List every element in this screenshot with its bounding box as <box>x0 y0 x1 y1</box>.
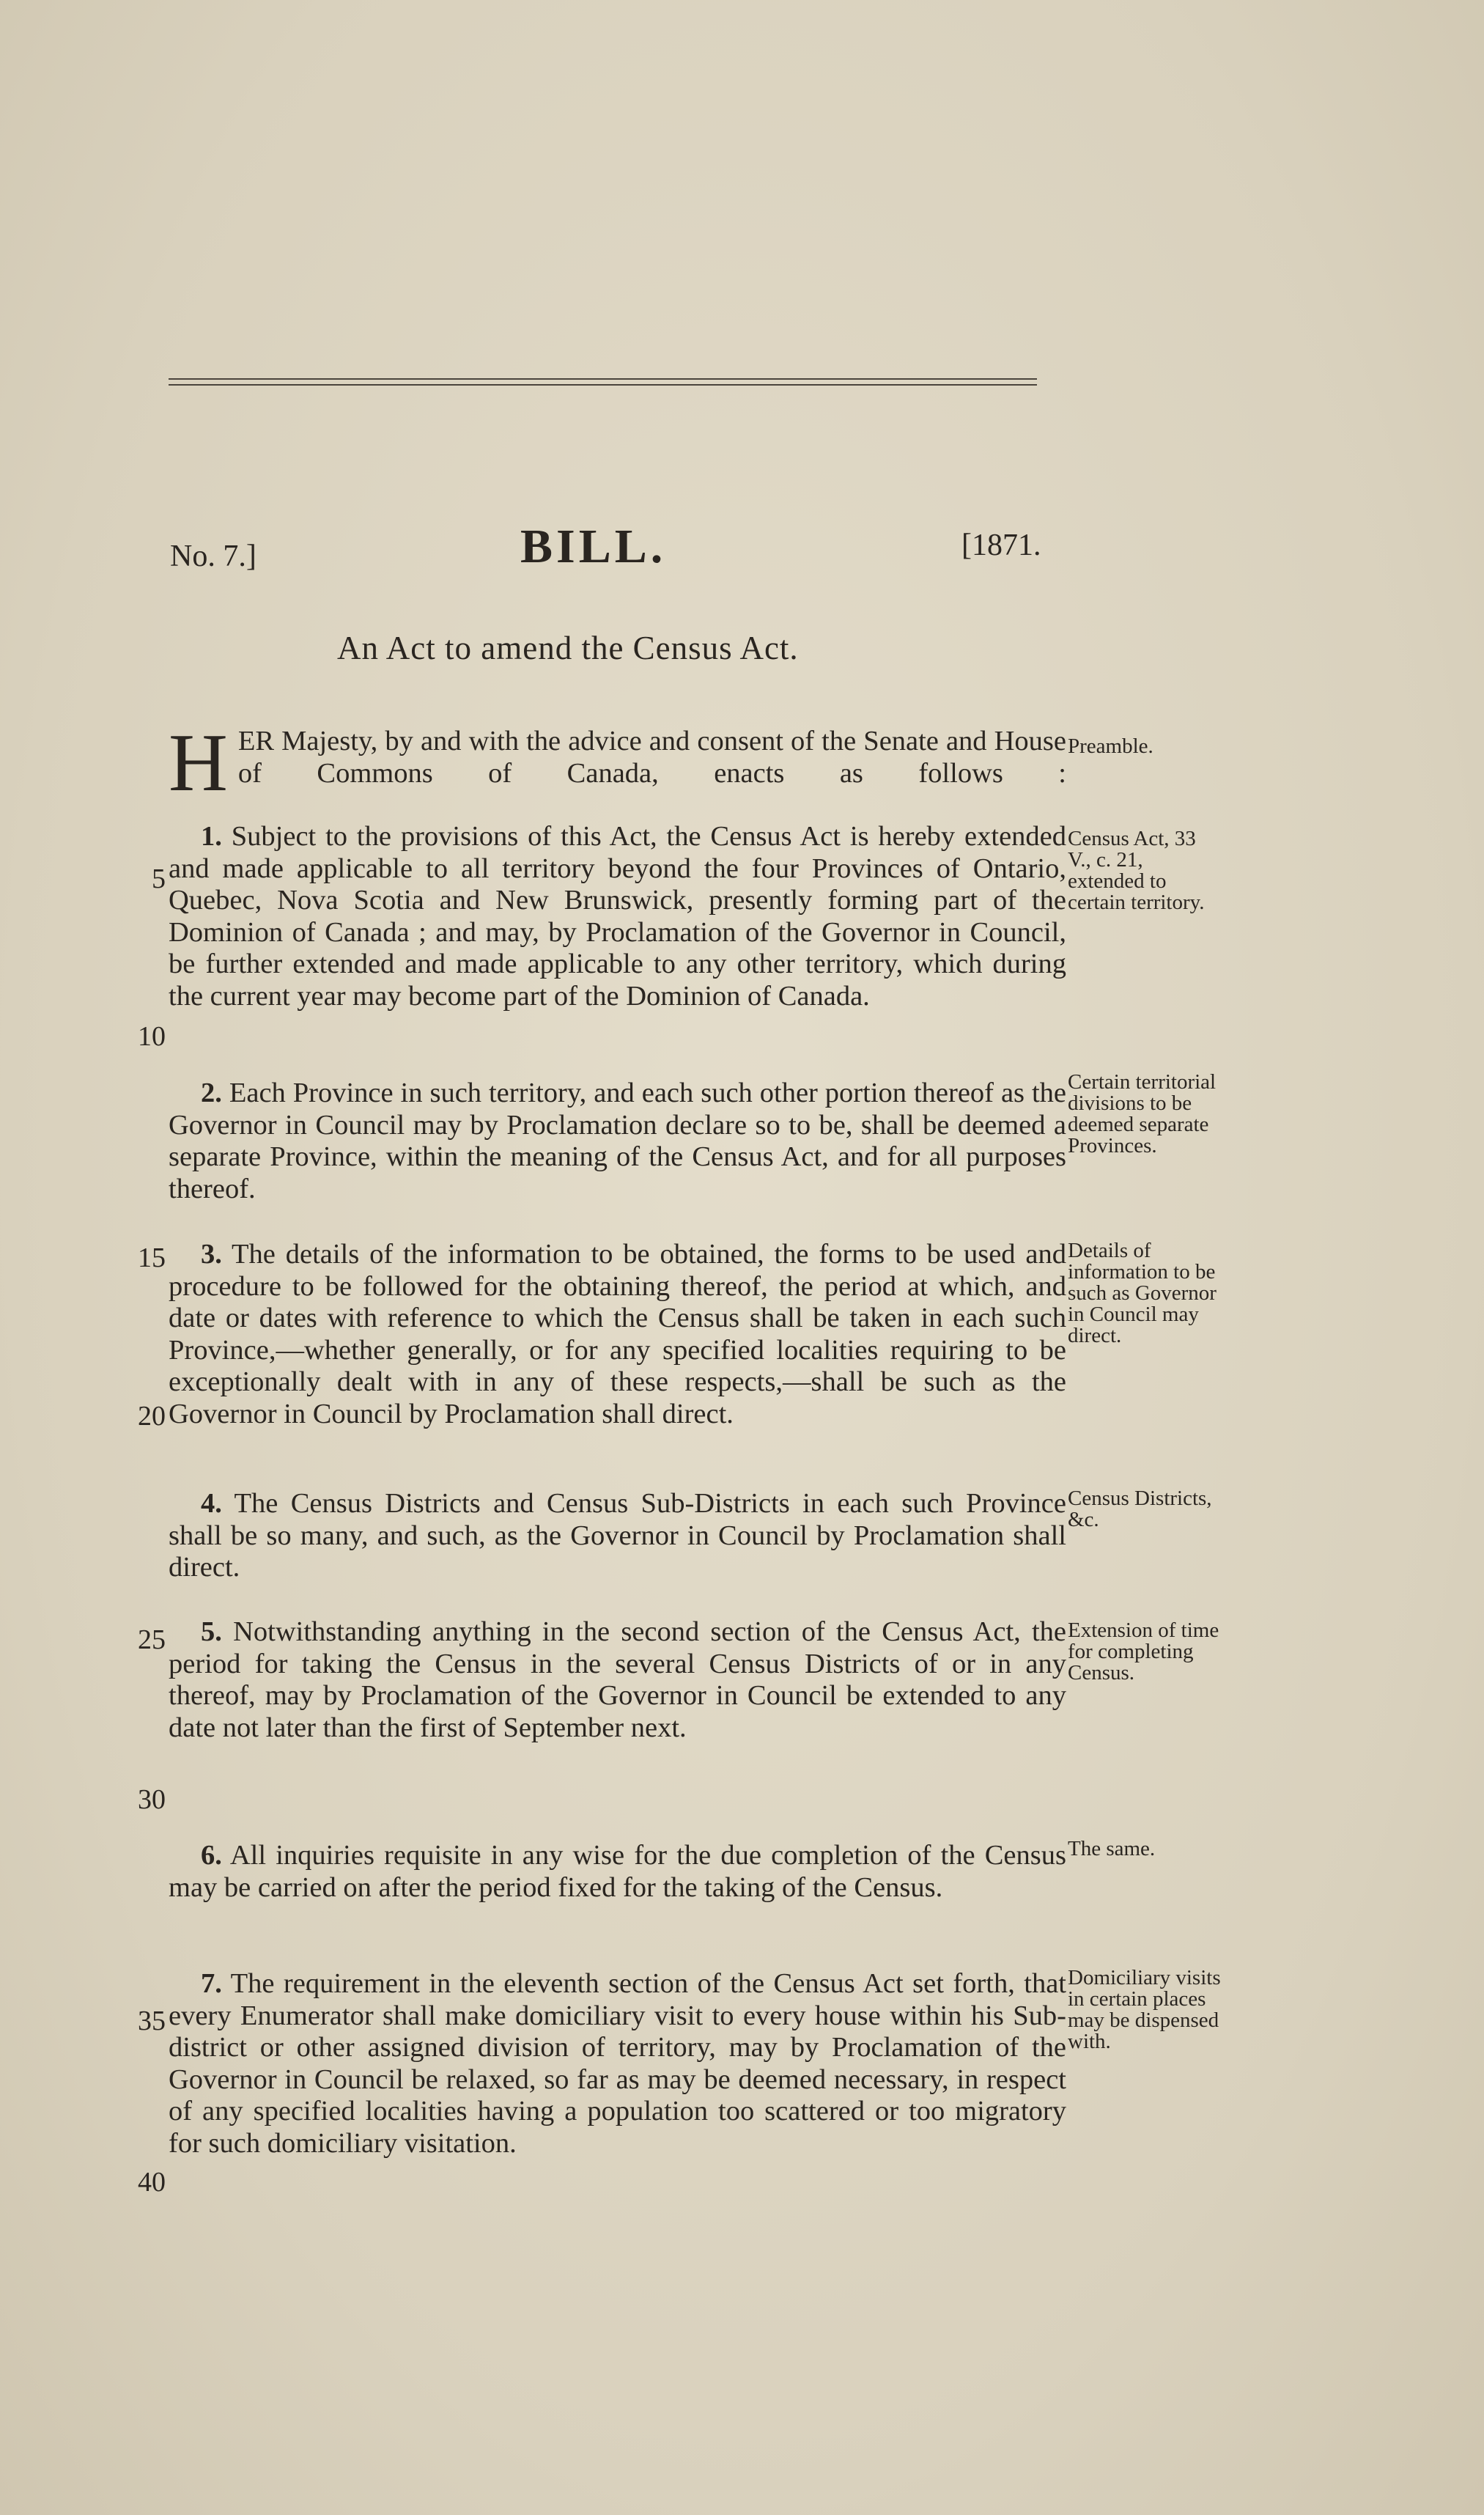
section-text: The Census Districts and Census Sub-Districts in each such Province shall be so many, and such, as the Governor in Council by Proclamation shall direct. <box>169 1488 1066 1583</box>
margin-note-section-4: Census Districts, &c. <box>1068 1487 1212 1531</box>
line-number: 30 <box>138 1784 166 1815</box>
section-text: The requirement in the eleventh section of the Census Act set forth, that every Enumerator shall make domiciliary visit to every house within his Sub-district or other assigned division of territory, may by Proclamation of the Governor in Council be relaxed, so far as may be deemed necessary, in respect of any specified localities having a population too scattered or too migratory for such domiciliary visitation. <box>169 1968 1066 2159</box>
section-3 <box>169 1239 1066 1431</box>
line-number: 40 <box>138 2167 166 2198</box>
bill-number: No. 7.] <box>170 540 256 573</box>
section-7 <box>169 1968 1066 2160</box>
line-number: 25 <box>138 1624 166 1655</box>
section-text: Each Province in such territory, and each such other portion thereof as the Governor in Council may by Proclamation declare so to be, shall be deemed a separate Province, within the meaning of the Census Act, and for all purposes thereof. <box>169 1078 1067 1204</box>
line-number: 5 <box>152 864 166 894</box>
section-number: 7. <box>201 1968 222 1999</box>
bill-year: [1871. <box>961 529 1041 562</box>
section-5 <box>169 1616 1066 1744</box>
margin-note-preamble: Preamble. <box>1068 734 1153 758</box>
bill-title: BILL. <box>520 520 667 573</box>
section-2 <box>169 1078 1066 1205</box>
margin-note-section-5: Extension of time for completing Census. <box>1068 1619 1219 1684</box>
margin-note-section-7: Domiciliary visits in certain places may be dispensed with. <box>1068 1966 1221 2053</box>
line-number: 15 <box>138 1242 166 1273</box>
section-number: 6. <box>201 1840 222 1871</box>
drop-cap: H <box>169 718 228 809</box>
margin-note-section-6: The same. <box>1068 1837 1156 1860</box>
section-text: Subject to the provisions of this Act, the Census Act is hereby extended and made applicable to all territory beyond the four Provinces of Ontario, Quebec, Nova Scotia and New Brunswick, presently forming part of the Dominion of Canada ; and may, by Proclamation of the Governor in Council, be further extended and made applicable to any other territory, which during the current year may become part of the Dominion of Canada. <box>169 821 1067 1012</box>
line-number: 35 <box>138 2006 166 2036</box>
line-number: 20 <box>138 1401 166 1432</box>
margin-note-section-2: Certain territorial divisions to be deemed separate Provinces. <box>1068 1070 1217 1157</box>
section-text: All inquiries requisite in any wise for the due completion of the Census may be carried on after the period fixed for the taking of the Census. <box>169 1840 1066 1903</box>
section-number: 4. <box>201 1488 222 1519</box>
section-text: Notwithstanding anything in the second section of the Census Act, the period for taking the Census in the several Census Districts of or in any thereof, may by Proclamation of the Governor in Council be extended to any date not later than the first of September next. <box>169 1616 1067 1743</box>
line-number: 10 <box>138 1021 166 1052</box>
section-6 <box>169 1840 1066 1904</box>
section-text: The details of the information to be obtained, the forms to be used and procedure to be followed for the obtaining thereof, the period at which, and date or dates with reference to which the Census shall be taken in each such Province,—whether generally, or for any specified localities requiring to be exceptionally dealt with in any of these respects,—shall be such as the Governor in Council by Proclamation shall direct. <box>169 1239 1066 1429</box>
section-number: 5. <box>201 1616 222 1647</box>
top-rule-second <box>169 384 1037 386</box>
top-rule <box>169 378 1037 380</box>
preamble <box>169 718 1066 809</box>
act-title: An Act to amend the Census Act. <box>337 630 799 666</box>
preamble-text: ER Majesty, by and with the advice and consent of the Senate and House of Commons of Canada, enacts as follows : <box>237 726 1066 789</box>
section-number: 1. <box>201 821 222 852</box>
margin-note-section-3: Details of information to be such as Governor in Council may direct. <box>1068 1239 1217 1347</box>
section-number: 3. <box>201 1239 222 1270</box>
margin-note-section-1: Census Act, 33 V., c. 21, extended to certain territory. <box>1068 827 1205 914</box>
section-1 <box>169 821 1066 1013</box>
section-4 <box>169 1488 1066 1584</box>
section-number: 2. <box>201 1078 222 1108</box>
